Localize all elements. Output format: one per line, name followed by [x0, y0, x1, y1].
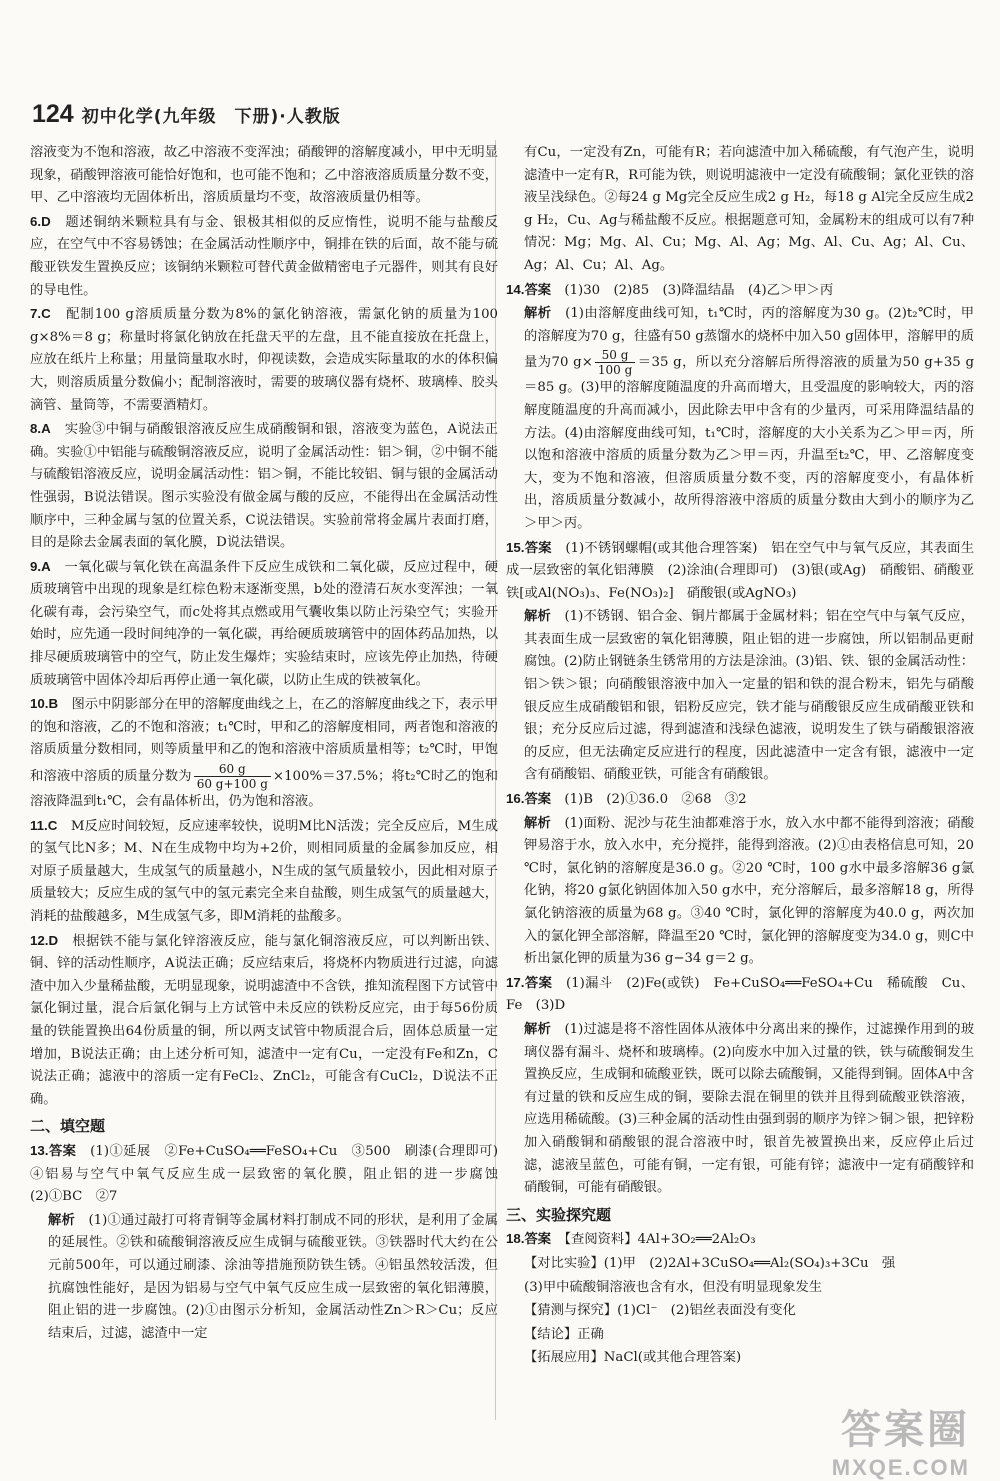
fraction-denominator: 100 g — [597, 363, 633, 378]
question-18-answer — [506, 1228, 974, 1252]
book-title: 初中化学(九年级 下册)·人教版 — [81, 107, 341, 127]
watermark-url: MXQE.COM — [831, 1455, 970, 1480]
question-number: 11.C — [30, 817, 58, 833]
question-10 — [30, 693, 498, 813]
question-number: 17. — [506, 974, 525, 990]
answer-label: 答案 — [48, 1143, 77, 1159]
answer-label: 答案 — [524, 975, 553, 991]
question-text: 题述铜纳米颗粒具有与金、银极其相似的反应惰性，说明不能与盐酸反应，在空气中不容易锈蚀；在金属活动性顺序中，铜排在铁的后面，故不能与硫酸亚铁发生置换反应；该铜纳米颗粒可替代黄金做精密电子元器件，则其有良好的导电性。 — [30, 214, 499, 298]
question-text: 一氧化碳与氧化铁在高温条件下反应生成铁和二氧化碳，反应过程中，硬质玻璃管中出现的现象是红棕色粉末逐渐变黑，b处的澄清石灰水变浑浊；一氧化碳有毒，会污染空气，而c处将其点燃或用气囊收集以防止污染空气；实验开始时，应先通一段时间纯净的一氧化碳，再给硬质玻璃管中的固体药品加热，以排尽硬质玻璃管中的空气，防止发生爆炸；实验结束时，应该先停止加热，待硬质玻璃管中固体冷却后再停止通一氧化碳，以防止生成的铁被氧化。 — [30, 559, 498, 688]
fraction-numerator: 50 g — [595, 348, 635, 363]
answer-line: 【结论】正确 — [524, 1326, 604, 1342]
question-6 — [30, 211, 498, 302]
left-column — [30, 142, 512, 1346]
analysis-label: 解析 — [48, 1212, 75, 1228]
analysis-text: (1)①通过敲打可将青铜等金属材料打制成不同的形状，是利用了金属的延展性。②铁和硫酸铜溶液反应生成铜与硫酸亚铁。③铁器时代大约在公元前500年，可以通过刷漆、涂油等措施预防铁生锈。④铝虽然较活泼，但抗腐蚀性能好，是因为铝易与空气中氧气反应生成一层致密的氧化铝薄膜，阻止铝的进一步腐蚀。(2)①由图示分析知，金属活动性Zn＞R＞Cu；反应结束后，过滤，滤渣中一定 — [48, 1212, 499, 1341]
question-13-analysis — [30, 1210, 498, 1346]
question-number: 8.A — [30, 421, 51, 437]
question-number: 7.C — [30, 306, 51, 322]
fraction-denominator: 60 g+100 g — [196, 777, 268, 792]
question-17-analysis — [506, 1019, 974, 1200]
question-number: 15. — [506, 539, 525, 555]
answer-label: 答案 — [524, 792, 552, 808]
fraction — [595, 348, 635, 377]
right-continuation: 有Cu，一定没有Zn，可能有R；若向滤渣中加入稀硫酸，有气泡产生，说明滤渣中一定有R，R可能为铁，则说明滤液中一定没有硫酸铜；氯化亚铁的溶液呈浅绿色。②每24 g Mg完全反应生成2 g H₂，每18 g Al完全反应生成2 g H₂，Cu、Ag与稀盐酸不反应。根据题意可知，金属粉末的组成可以有7种情况：Mg；Mg、Al、Cu；Mg、Al、Ag；Mg、Al、Cu、Ag；Al、Cu、Ag；Al、Cu；Al、Ag。 — [524, 145, 974, 273]
question-16-answer — [506, 788, 974, 812]
answer-text: (1)B (2)①36.0 ②68 ③2 — [564, 792, 747, 808]
analysis-text: (1)面粉、泥沙与花生油都难溶于水，放入水中都不能得到溶液；硝酸钾易溶于水，放入水中，充分搅拌，能得到溶液。(2)①由表格信息可知，20 ℃时，氯化钠的溶解度是36.0 g。②20 ℃时，100 g水中最多溶解36 g氯化钠，将20 g氯化钠固体加入50 g水中，充分溶解后，最多溶解18 g，所得氯化钠溶液的质量为68 g。③40 ℃时，氯化钾的溶解度为40.0 g，两次加入的氯化钾全部溶解，降温至20 ℃时，氯化钾的溶解度变为34.0 g，则C中析出氯化钾的质量为36 g−34 g＝2 g。 — [524, 815, 975, 967]
answer-line: 【猜测与探究】(1)Cl⁻ (2)铝丝表面没有变化 — [524, 1303, 796, 1319]
left-continuation: 溶液变为不饱和溶液，故乙中溶液不变浑浊；硝酸钾的溶解度减小，甲中无明显现象，硝酸钾溶液可能恰好饱和，也可能不饱和；乙中溶液溶质质量分数不变，甲、乙中溶液均无固体析出，溶质质量均不变，故溶液质量仍相等。 — [30, 145, 498, 206]
question-14-analysis — [506, 303, 974, 535]
question-text: 实验③中铜与硝酸银溶液反应生成硝酸铜和银，溶液变为蓝色，A说法正确。实验①中铝能与硫酸铜溶液反应，说明了金属活动性：铝＞铜，②中铜不能与硫酸铝溶液反应，说明金属活动性：铝＞铜，不能比较铝、铜与银的金属活动性强弱，B说法错误。图示实验没有做金属与酸的反应，不能得出在金属活动性顺序中，三种金属与氢的位置关系，C说法错误。实验前常将金属片表面打磨，目的是除去金属表面的氧化膜，D说法错误。 — [30, 422, 499, 551]
analysis-text: (1)过滤是将不溶性固体从液体中分离出来的操作，过滤操作用到的玻璃仪器有漏斗、烧杯和玻璃棒。(2)向废水中加入过量的铁，铁与硫酸铜发生置换反应，生成铜和硫酸亚铁，既可以除去硫酸铜，又能得到铜。固体A中含有过量的铁和反应生成的铜，要除去混在铜里的铁并且得到硫酸亚铁溶液，应选用稀硫酸。(3)三种金属的活动性由强到弱的顺序为锌＞铜＞银，把锌粉加入硝酸铜和硝酸银的混合溶液中时，银首先被置换出来，反应停止后过滤，滤液呈蓝色，可能有铜，一定有银，可能有锌；滤液中一定有硝酸锌和硝酸铜，可能有硝酸银。 — [524, 1021, 975, 1196]
analysis-label: 解析 — [524, 1021, 551, 1037]
analysis-text: (1)不锈钢、铝合金、铜片都属于金属材料；铝在空气中与氧气反应，其表面生成一层致密的氧化铝薄膜，阻止铝的进一步腐蚀，所以铝制品更耐腐蚀。(2)防止钢链条生锈常用的方法是涂油。(3)铝、铁、银的金属活动性：铝＞铁＞银；向硝酸银溶液中加入一定量的铝和铁的混合粉末，铝先与硝酸银反应生成硝酸铝和银，铝粉反应完，铁才能与硝酸银反应生成硝酸亚铁和银；充分反应后过滤，得到滤渣和浅绿色滤液，说明发生了铁与硝酸银溶液的反应，但无法确定反应进行的程度，因此滤渣中一定含有银，滤液中一定含有硝酸铝、硝酸亚铁，可能含有硝酸银。 — [524, 609, 975, 783]
watermark-text: 答案圈 — [841, 1408, 970, 1452]
question-number: 10.B — [30, 696, 59, 712]
fraction-numerator: 60 g — [194, 762, 271, 777]
answer-text: (1)30 (2)85 (3)降温结晶 (4)乙＞甲＞丙 — [564, 282, 834, 298]
question-9 — [30, 556, 498, 693]
question-number: 14. — [506, 281, 525, 297]
analysis-text: ＝35 g，所以充分溶解后所得溶液的质量为50 g+35 g＝85 g。(3)甲的溶解度随温度的升高而增大，且受温度的影响较大，丙的溶解度随温度的升高而减小，因此除去甲中含有的少量丙，可采用降温结晶的方法。(4)由溶解度曲线可知，t₁℃时，溶解度的大小关系为乙＞甲＝丙，所以饱和溶液中溶质的质量分数为乙＞甲＝丙，升温至t₂℃，甲、乙溶解度变大，变为不饱和溶液，但溶质质量分数不变，丙的溶解度变小，有晶体析出，溶质质量分数减小，故所得溶液中溶质的质量分数由大到小的顺序为乙＞甲＞丙。 — [524, 355, 974, 531]
question-number: 18. — [506, 1231, 525, 1247]
question-text: ×100%＝37.5%；将t₂℃时乙的饱和溶液降温到t₁℃，会有晶体析出，仍为饱和溶液。 — [30, 769, 499, 810]
watermark-logo — [832, 1398, 970, 1481]
question-13-answer — [30, 1140, 512, 1209]
answer-text: (1)不锈钢螺帽(或其他合理答案) 铝在空气中与氧气反应，其表面生成一层致密的氧化铝薄膜 (2)涂油(合理即可) (3)银(或Ag) 硝酸铝、硝酸亚铁[或Al(NO₃)₃、Fe(NO₃)₂] 硝酸银(或AgNO₃) — [506, 540, 975, 601]
question-7 — [30, 303, 498, 417]
question-15-analysis — [506, 606, 974, 787]
analysis-text: (1)由溶解度曲线可知，t₁℃时，丙的溶解度为30 g。(2)t₂℃时，甲的溶解度为70 g，往盛有50 g蒸馏水的烧杯中加入50 g固体甲，溶解甲的质量为70 g× — [524, 306, 975, 371]
question-number: 12.D — [30, 932, 59, 948]
question-12 — [30, 930, 498, 1112]
page-header — [32, 100, 968, 134]
question-17-answer — [506, 972, 974, 1018]
section-heading-experiment: 三、实验探究题 — [506, 1205, 612, 1224]
analysis-label: 解析 — [524, 815, 551, 831]
answer-line: (3)甲中硫酸铜溶液也含有水，但没有明显现象发生 — [524, 1279, 823, 1295]
question-14-answer — [506, 279, 974, 303]
question-text: 图示中阴影部分在甲的溶解度曲线之上，在乙的溶解度曲线之下，表示甲的饱和溶液，乙的不饱和溶液；t₁℃时，甲和乙的溶解度相同，两者饱和溶液的溶质质量分数相同，则等质量甲和乙的饱和溶液中溶质质量相等；t₂℃时，甲饱和溶液中溶质的质量分数为 — [30, 697, 499, 785]
fraction — [194, 762, 271, 791]
question-number: 6.D — [30, 213, 51, 229]
answer-line: 【查阅资料】4Al+3O₂══2Al₂O₃ — [564, 1232, 756, 1248]
page-number: 124 — [32, 100, 74, 128]
question-15-answer — [506, 537, 974, 606]
question-11 — [30, 815, 498, 929]
question-text: 根据铁不能与氯化锌溶液反应，能与氯化铜溶液反应，可以判断出铁、铜、锌的活动性顺序，A说法正确；反应结束后，将烧杯内物质进行过滤，向滤渣中加入少量稀盐酸，无明显现象，说明滤渣中不含铁，推知流程图下方试管中氯化铜过量，混合后氯化铜与上方试管中未反应的铁粉反应完，由于每56份质量的铁能置换出64份质量的铜，所以两支试管中物质混合后，固体总质量一定增加，B说法正确；由上述分析可知，滤渣中一定有Cu，一定没有Fe和Zn，C说法正确；滤液中的溶质一定有FeCl₂、ZnCl₂，可能含有CuCl₂，D说法不正确。 — [30, 933, 499, 1107]
answer-label: 答案 — [524, 540, 552, 556]
right-column — [506, 142, 974, 1371]
question-number: 13. — [30, 1142, 49, 1158]
question-8 — [30, 418, 498, 555]
analysis-label: 解析 — [524, 306, 552, 322]
question-text: 配制100 g溶质质量分数为8%的氯化钠溶液，需氯化钠的质量为100 g×8%＝8 g；称量时将氯化钠放在托盘天平的左盘，且不能直接放在托盘上，应放在纸片上称量；用量筒量取水时，仰视读数，会造成实际量取的水的体积偏大，则溶质质量分数偏小；配制溶液时，需要的玻璃仪器有烧杯、玻璃棒、胶头滴管、量筒等，不需要酒精灯。 — [30, 307, 499, 413]
answer-text: (1)漏斗 (2)Fe(或铁) Fe+CuSO₄══FeSO₄+Cu 稀硫酸 Cu、Fe (3)D — [506, 975, 974, 1014]
question-number: 16. — [506, 791, 525, 807]
question-16-analysis — [506, 813, 974, 971]
question-text: M反应时间较短，反应速率较快，说明M比N活泼；完全反应后，M生成的氢气比N多；M、N在生成物中均为+2价，则相同质量的金属参加反应，相对原子质量越大，生成氢气的质量越小，N生成的氢气质量较小，因此相对原子质量较大；反应生成的氢气中的氢元素完全来自盐酸，则生成氢气的质量越大，消耗的盐酸越多，M生成氢气多，即M消耗的盐酸多。 — [30, 818, 498, 924]
answer-line: 【对比实验】(1)甲 (2)2Al+3CuSO₄══Al₂(SO₄)₃+3Cu 强 — [524, 1255, 896, 1271]
answer-text: (1)①延展 ②Fe+CuSO₄══FeSO₄+Cu ③500 刷漆(合理即可) ④铝易与空气中氧气反应生成一层致密的氧化膜，阻止铝的进一步腐蚀 (2)①BC ②7 — [30, 1143, 512, 1205]
answer-label: 答案 — [524, 1232, 552, 1248]
analysis-label: 解析 — [524, 609, 551, 625]
question-number: 9.A — [30, 558, 51, 574]
answer-line: 【拓展应用】NaCl(或其他合理答案) — [524, 1350, 742, 1366]
answer-label: 答案 — [524, 282, 552, 298]
section-heading-fill-in: 二、填空题 — [30, 1117, 106, 1136]
